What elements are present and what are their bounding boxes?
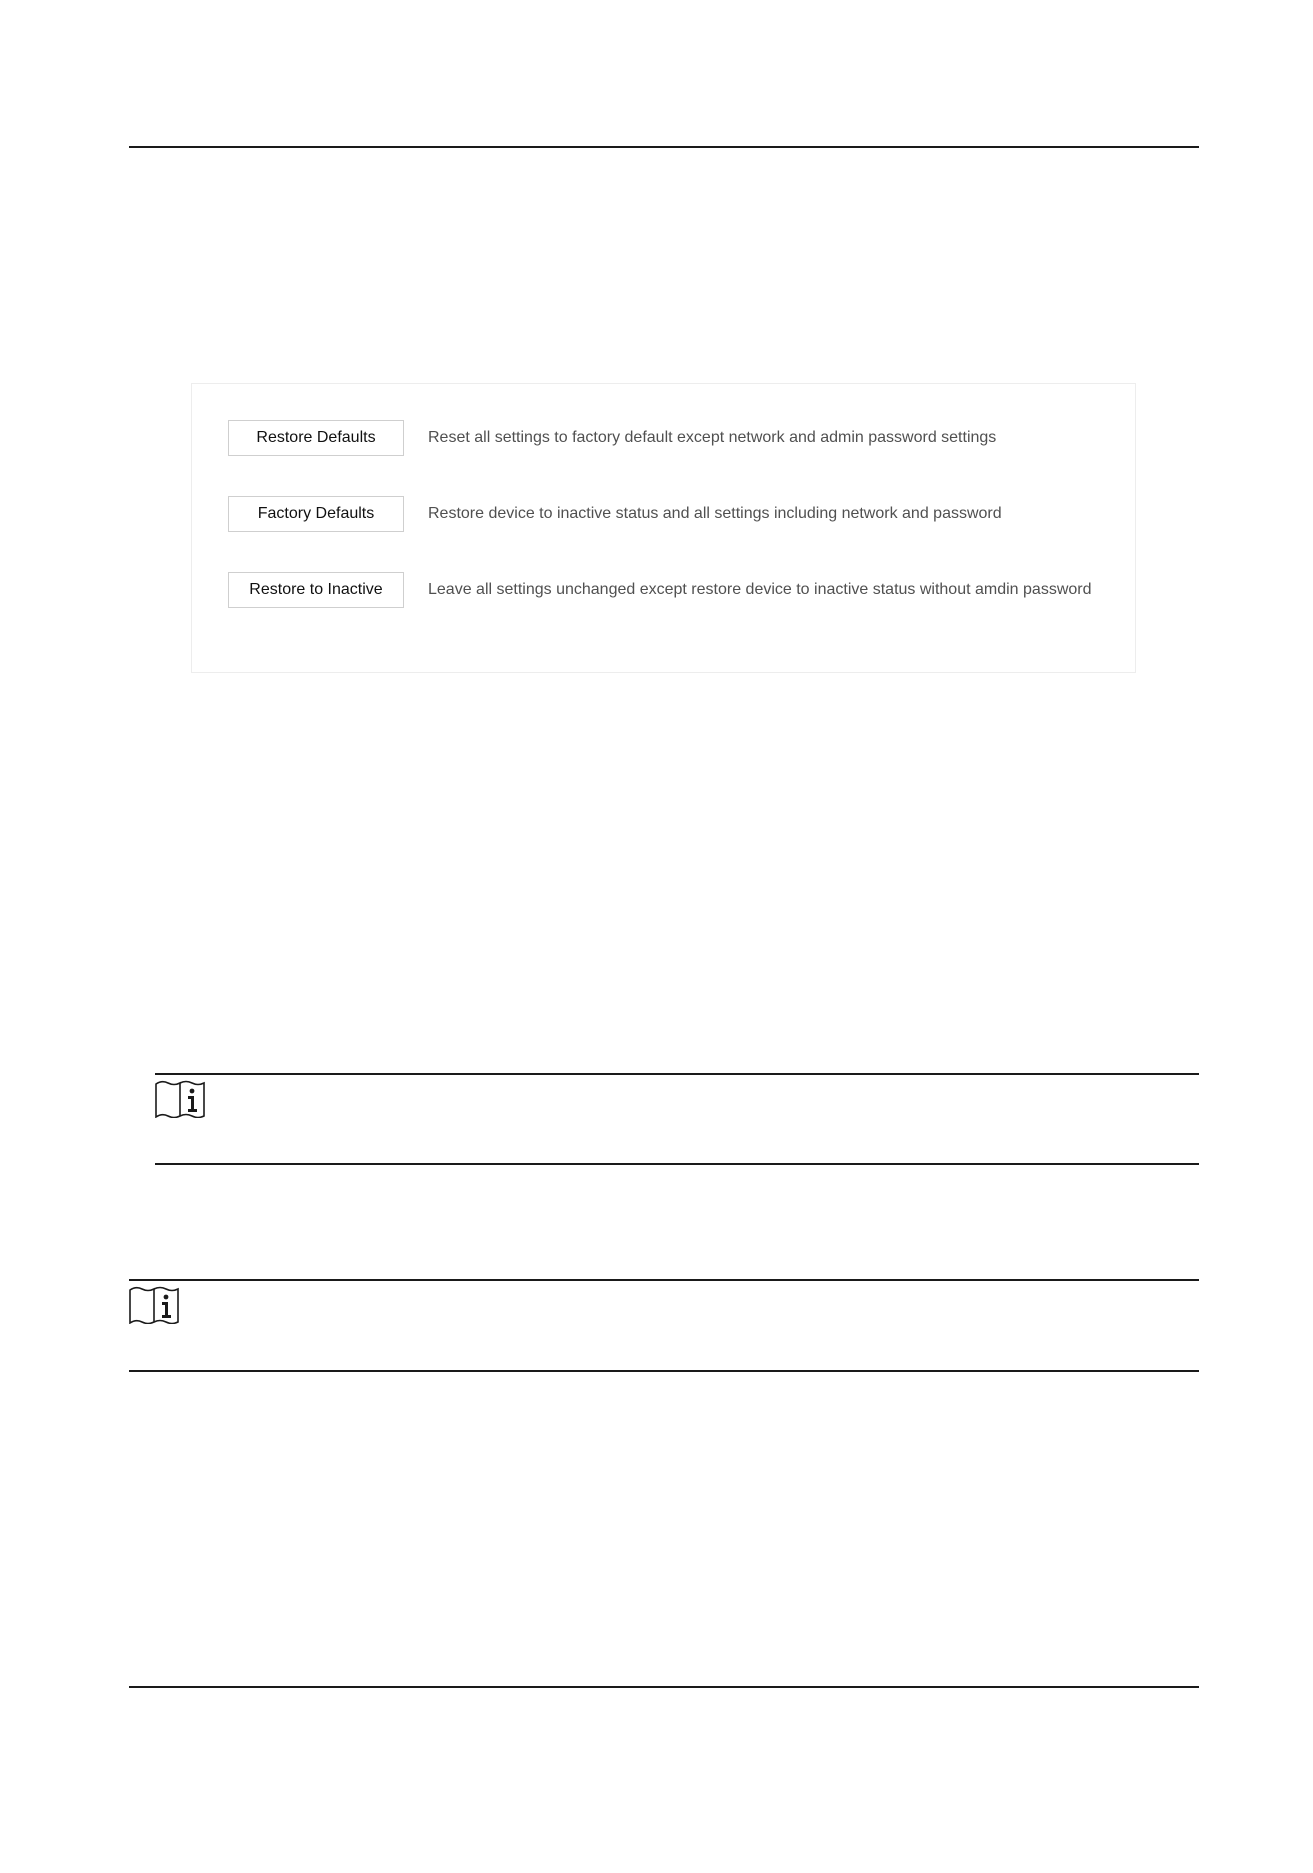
note-2-bottom-rule bbox=[129, 1370, 1199, 1372]
restore-to-inactive-button[interactable]: Restore to Inactive bbox=[228, 572, 404, 608]
option-row-factory-defaults bbox=[228, 496, 1002, 532]
option-row-restore-to-inactive bbox=[228, 572, 1092, 608]
option-row-restore-defaults bbox=[228, 420, 996, 456]
restore-defaults-description: Reset all settings to factory default except network and admin password settings bbox=[428, 429, 997, 446]
header-rule bbox=[129, 146, 1199, 148]
restore-defaults-button[interactable]: Restore Defaults bbox=[228, 420, 404, 456]
footer-rule bbox=[129, 1686, 1199, 1688]
note-1-bottom-rule bbox=[155, 1163, 1199, 1165]
note-1-top-rule bbox=[155, 1073, 1199, 1075]
restore-to-inactive-description: Leave all settings unchanged except restore device to inactive status without amdin password bbox=[428, 581, 1092, 598]
factory-defaults-description: Restore device to inactive status and all settings including network and password bbox=[428, 505, 1002, 522]
note-2-top-rule bbox=[129, 1279, 1199, 1281]
restore-defaults-panel bbox=[191, 383, 1136, 673]
note-book-icon bbox=[154, 1080, 206, 1118]
factory-defaults-button[interactable]: Factory Defaults bbox=[228, 496, 404, 532]
note-book-icon bbox=[128, 1286, 180, 1324]
